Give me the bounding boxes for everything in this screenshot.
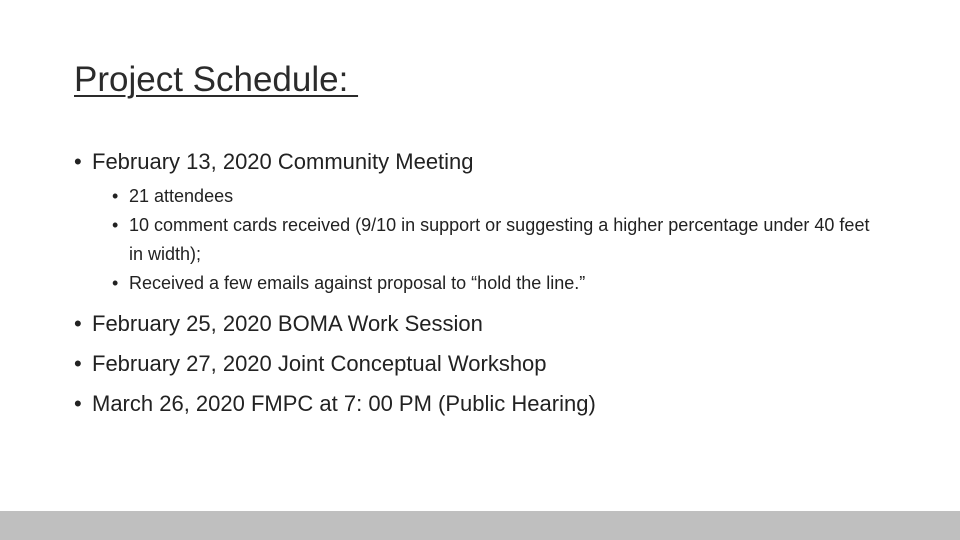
slide-title: Project Schedule: xyxy=(74,60,359,99)
bullet-icon: • xyxy=(74,391,82,416)
sub-bullet-text: 21 attendees xyxy=(129,186,234,206)
bullet-icon: • xyxy=(74,311,82,336)
sub-bullet-item xyxy=(74,211,874,269)
bullet-item xyxy=(74,308,874,340)
bullet-list xyxy=(74,146,874,420)
bullet-item xyxy=(74,146,874,178)
sub-bullet-text: 10 comment cards received (9/10 in support or suggesting a higher percentage under 40 feet in width); xyxy=(129,215,870,264)
sub-bullet-item xyxy=(74,182,874,211)
bullet-item xyxy=(74,388,874,420)
bullet-text: February 13, 2020 Community Meeting xyxy=(92,149,474,174)
footer-bar xyxy=(0,511,960,540)
bullet-icon: • xyxy=(112,215,119,235)
bullet-text: February 25, 2020 BOMA Work Session xyxy=(92,311,483,336)
bullet-icon: • xyxy=(112,273,119,293)
bullet-icon: • xyxy=(74,351,82,376)
bullet-text: March 26, 2020 FMPC at 7: 00 PM (Public Hearing) xyxy=(92,391,596,416)
bullet-icon: • xyxy=(74,149,82,174)
sub-bullet-item xyxy=(74,269,874,298)
bullet-item xyxy=(74,348,874,380)
sub-bullet-text: Received a few emails against proposal to “hold the line.” xyxy=(129,273,586,293)
bullet-icon: • xyxy=(112,186,119,206)
bullet-text: February 27, 2020 Joint Conceptual Workshop xyxy=(92,351,547,376)
sub-bullet-list xyxy=(74,182,874,298)
